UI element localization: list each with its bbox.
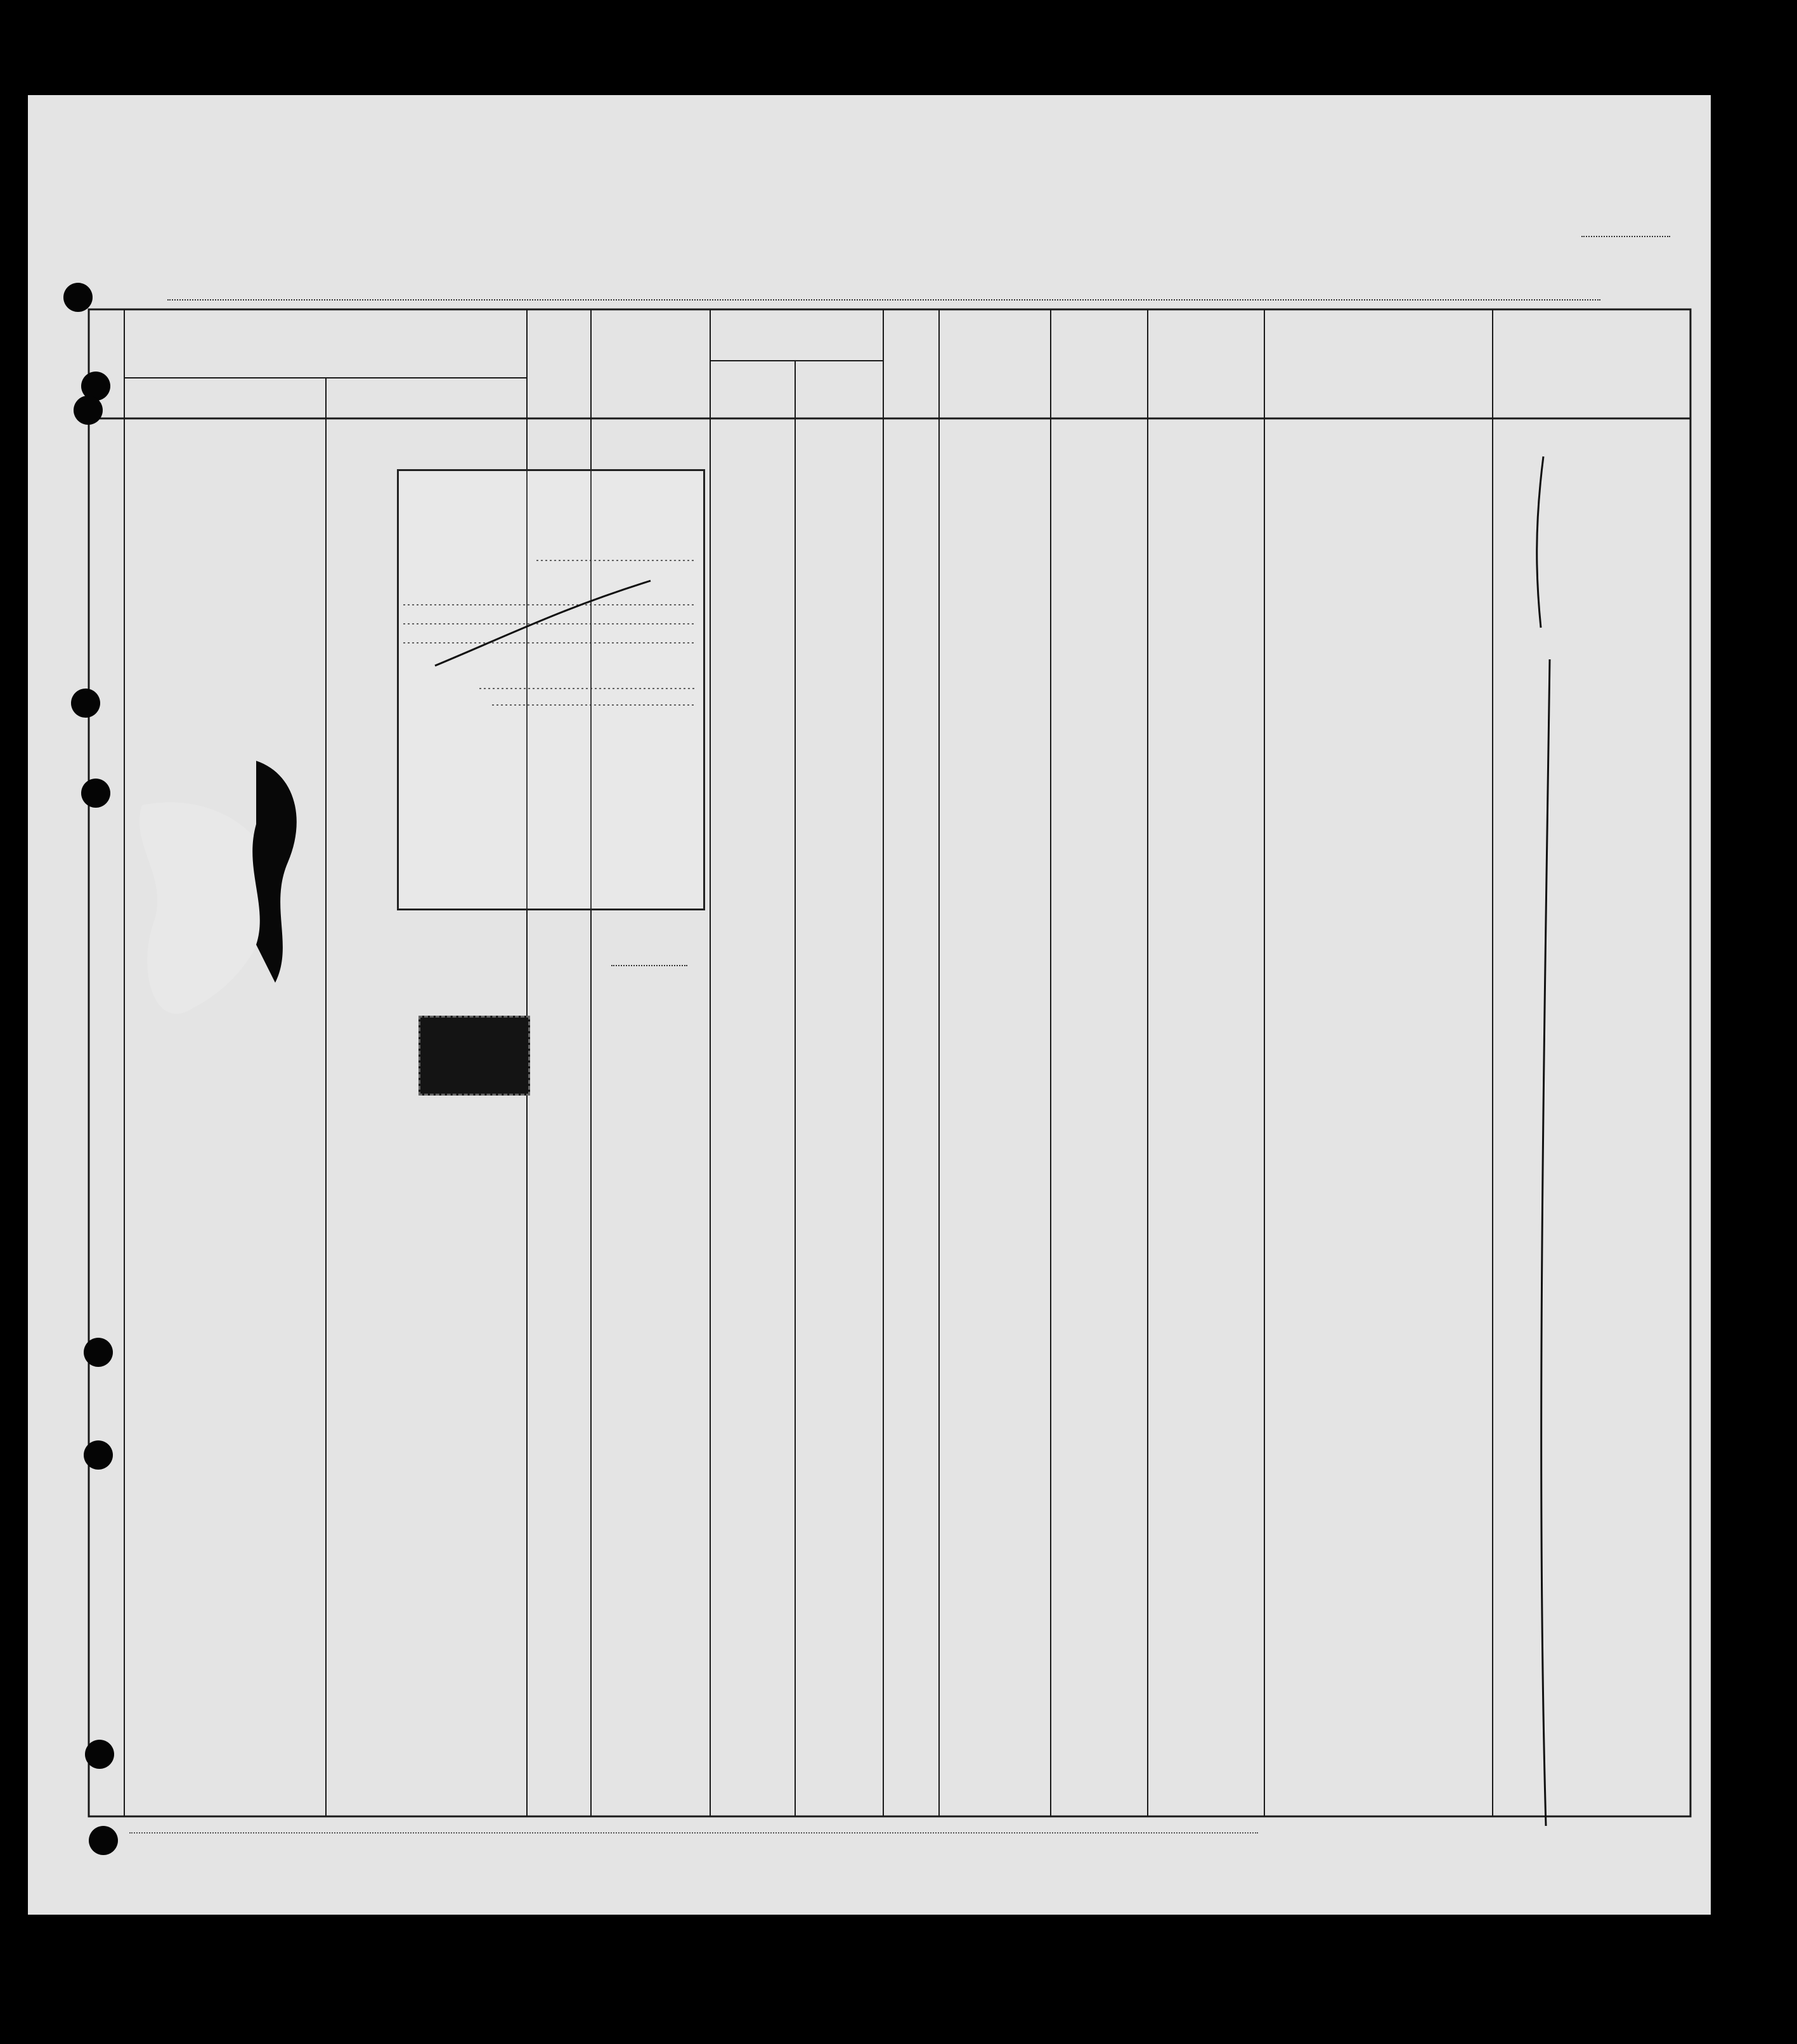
embossed-seal xyxy=(66,716,396,1071)
punch-hole xyxy=(84,1440,113,1470)
punch-hole xyxy=(71,689,100,718)
footer-dotted-line xyxy=(129,1832,1258,1834)
punch-hole xyxy=(81,779,110,808)
manifest-sheet xyxy=(28,95,1711,1915)
punch-hole xyxy=(74,396,103,425)
punch-hole xyxy=(63,283,93,312)
punch-hole xyxy=(85,1740,114,1769)
misc-service-line xyxy=(611,965,687,966)
punch-hole xyxy=(89,1826,118,1855)
revenue-stamp xyxy=(418,1016,530,1096)
action-bracket-line xyxy=(1531,450,1569,1832)
visa-dotted-lines xyxy=(397,539,701,780)
punch-hole xyxy=(84,1338,113,1367)
